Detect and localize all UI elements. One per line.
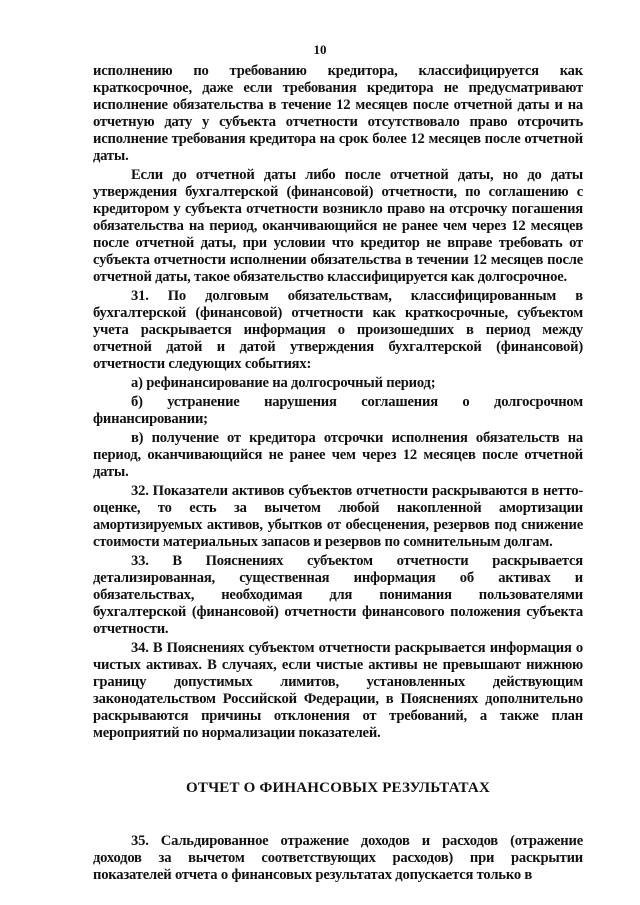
paragraph-34: 34. В Пояснениях субъектом отчетности раскрывается информация о чистых активах. В случаях, если чистые активы не превышают нижнюю границу допустимых лимитов, установленных действующим законодательством Российской Федерации, в Пояснениях дополнительно раскрываются причины отклонения от требований, а также план мероприятий по нормализации показателей. — [93, 640, 583, 741]
list-item-a: а) рефинансирование на долгосрочный период; — [131, 375, 436, 391]
document-body — [93, 63, 583, 886]
paragraph-31: 31. По долговым обязательствам, классифицированным в бухгалтерской (финансовой) отчетности как краткосрочные, субъектом учета раскрывается информация о произошедших в период между отчетной датой и датой утверждения бухгалтерской (финансовой) отчетности следующих событиях: — [93, 288, 583, 372]
paragraph-continuation: исполнению по требованию кредитора, классифицируется как краткосрочное, даже если требования кредитора не предусматривают исполнение обязательства в течение 12 месяцев после отчетной даты и на отчетную дату у субъекта отчетности отсутствовало право отсрочить исполнение требования кредитора на срок более 12 месяцев после отчетной даты. — [93, 63, 583, 164]
paragraph-33: 33. В Пояснениях субъектом отчетности раскрывается детализированная, существенная информация об активах и обязательствах, необходимая для понимания пользователями бухгалтерской (финансовой) отчетности финансового положения субъекта отчетности. — [93, 553, 583, 637]
paragraphs-before — [93, 63, 583, 742]
list-item-b: б) устранение нарушения соглашения о долгосрочном финансировании; — [93, 394, 583, 427]
paragraphs-after — [93, 833, 583, 884]
section-heading: ОТЧЕТ О ФИНАНСОВЫХ РЕЗУЛЬТАТАХ — [186, 780, 490, 796]
paragraph-32: 32. Показатели активов субъектов отчетности раскрываются в нетто-оценке, то есть за вычетом любой накопленной амортизации амортизируемых активов, убытков от обесценения, резервов под снижение стоимости материальных запасов и резервов по сомнительным долгам. — [93, 483, 583, 550]
page-number: 10 — [313, 42, 327, 57]
list-item-c: в) получение от кредитора отсрочки исполнения обязательств на период, оканчивающийся не ранее чем через 12 месяцев после отчетной даты. — [93, 430, 583, 480]
paragraph-deferral: Если до отчетной даты либо после отчетной даты, но до даты утверждения бухгалтерской (финансовой) отчетности, по соглашению с кредитором у субъекта отчетности возникло право на отсрочку погашения обязательства на период, оканчивающийся не ранее чем через 12 месяцев после отчетной даты, при условии что кредитор не вправе требовать от субъекта отчетности исполнении обязательства в течении 12 месяцев после отчетной даты, такое обязательство классифицируется как долгосрочное. — [93, 167, 583, 285]
paragraph-35: 35. Сальдированное отражение доходов и расходов (отражение доходов за вычетом соответствующих расходов) при раскрытии показателей отчета о финансовых результатах допускается только в — [93, 833, 583, 883]
